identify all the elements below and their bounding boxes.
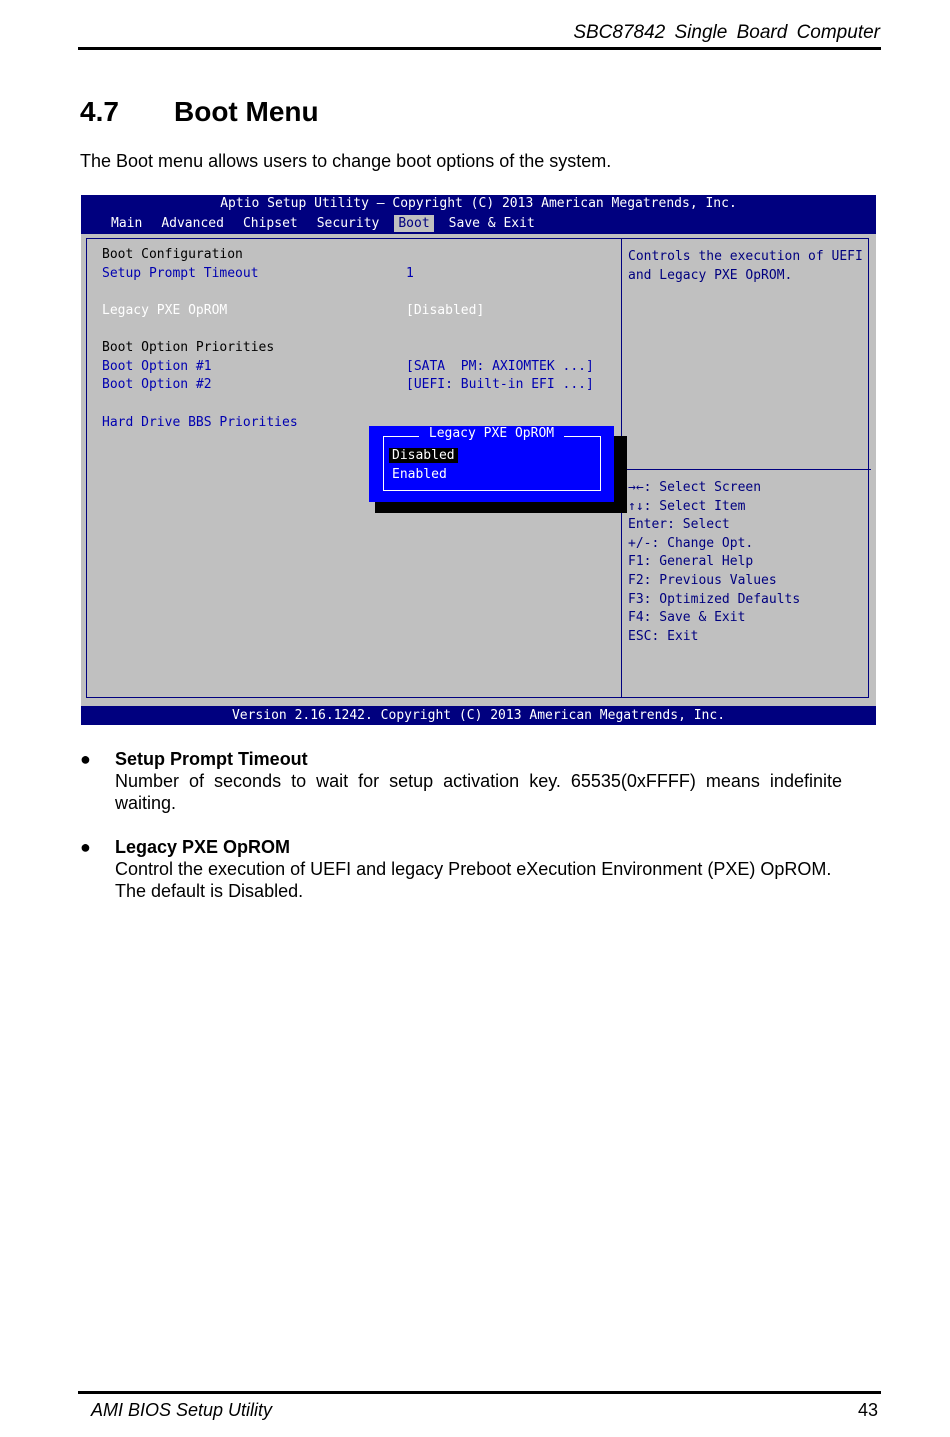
footer-rule (78, 1391, 881, 1394)
popup-option-enabled[interactable]: Enabled (392, 467, 447, 482)
help-line: Controls the execution of UEFI (628, 249, 863, 264)
key-select-screen: →←: Select Screen (628, 480, 762, 495)
bullet-text-line: Control the execution of UEFI and legacy Preboot eXecution Environment (PXE) OpROM. (115, 859, 832, 879)
bullet-text-line: The default is Disabled. (115, 881, 304, 901)
hard-drive-bbs-item[interactable]: Hard Drive BBS Priorities (102, 415, 298, 430)
section-intro: The Boot menu allows users to change boot options of the system. (80, 151, 612, 171)
popup-option-disabled[interactable]: Disabled (389, 448, 458, 463)
page-header: SBC87842 Single Board Computer (573, 22, 880, 43)
tab-boot[interactable]: Boot (394, 215, 433, 232)
key-esc-exit: ESC: Exit (628, 628, 699, 644)
bullet-text (115, 858, 878, 902)
bullet-title: Legacy PXE OpROM (115, 837, 291, 857)
bios-tab-bar (107, 215, 550, 232)
popup-border (383, 436, 601, 491)
tab-save-exit[interactable]: Save & Exit (448, 216, 535, 231)
bios-title-bar (81, 195, 876, 234)
legacy-pxe-popup (369, 426, 614, 502)
key-previous-values: F2: Previous Values (628, 572, 777, 588)
boot-option-1-value[interactable]: [SATA PM: AXIOMTEK ...] (406, 359, 594, 374)
popup-title (369, 426, 614, 441)
bullet-text-line: waiting. (115, 793, 177, 813)
boot-option-1-item[interactable]: Boot Option #1 (102, 359, 212, 374)
key-optimized-defaults: F3: Optimized Defaults (628, 591, 801, 607)
tab-security[interactable]: Security (316, 216, 380, 231)
bios-screenshot (81, 195, 876, 725)
key-select-item: ↑↓: Select Item (628, 498, 746, 514)
bullet-dot: ● (80, 837, 91, 857)
header-rule (78, 47, 881, 50)
tab-advanced[interactable]: Advanced (161, 216, 224, 231)
page-number: 43 (857, 1400, 878, 1420)
key-save-exit: F4: Save & Exit (628, 610, 746, 626)
bullet-text (115, 770, 878, 814)
tab-main[interactable]: Main (111, 216, 143, 231)
bios-divider-horizontal (621, 469, 871, 470)
boot-option-2-value[interactable]: [UEFI: Built-in EFI ...] (406, 377, 594, 392)
key-general-help: F1: General Help (628, 554, 754, 570)
help-line: and Legacy PXE OpROM. (628, 268, 793, 283)
section-number: 4.7 (80, 96, 119, 127)
footer-title: AMI BIOS Setup Utility (91, 1400, 273, 1420)
bios-help-text (628, 247, 873, 285)
legacy-pxe-item[interactable]: Legacy PXE OpROM (102, 303, 228, 318)
bios-footer: Version 2.16.1242. Copyright (C) 2013 American Megatrends, Inc. (81, 706, 876, 725)
bullet-title: Setup Prompt Timeout (115, 749, 308, 769)
key-enter: Enter: Select (628, 517, 730, 533)
legacy-pxe-value[interactable]: [Disabled] (406, 303, 485, 318)
section-title (80, 96, 319, 128)
bullet-text-line: Number of seconds to wait for setup activation key. 65535(0xFFFF) means indefinite (115, 771, 842, 791)
popup-title-text: Legacy PXE OpROM (419, 426, 564, 441)
bios-key-legend (628, 479, 800, 646)
section-heading: Boot Menu (174, 96, 319, 127)
bullet-dot: ● (80, 749, 91, 769)
tab-chipset[interactable]: Chipset (242, 216, 298, 231)
boot-option-priorities-heading: Boot Option Priorities (102, 340, 275, 355)
boot-option-2-item[interactable]: Boot Option #2 (102, 377, 212, 392)
bios-title: Aptio Setup Utility – Copyright (C) 2013 American Megatrends, Inc. (220, 196, 737, 211)
key-change-opt: +/-: Change Opt. (628, 535, 754, 551)
boot-configuration-heading: Boot Configuration (102, 247, 243, 262)
setup-prompt-timeout-item[interactable]: Setup Prompt Timeout (102, 266, 259, 281)
setup-prompt-timeout-value[interactable]: 1 (406, 266, 414, 281)
